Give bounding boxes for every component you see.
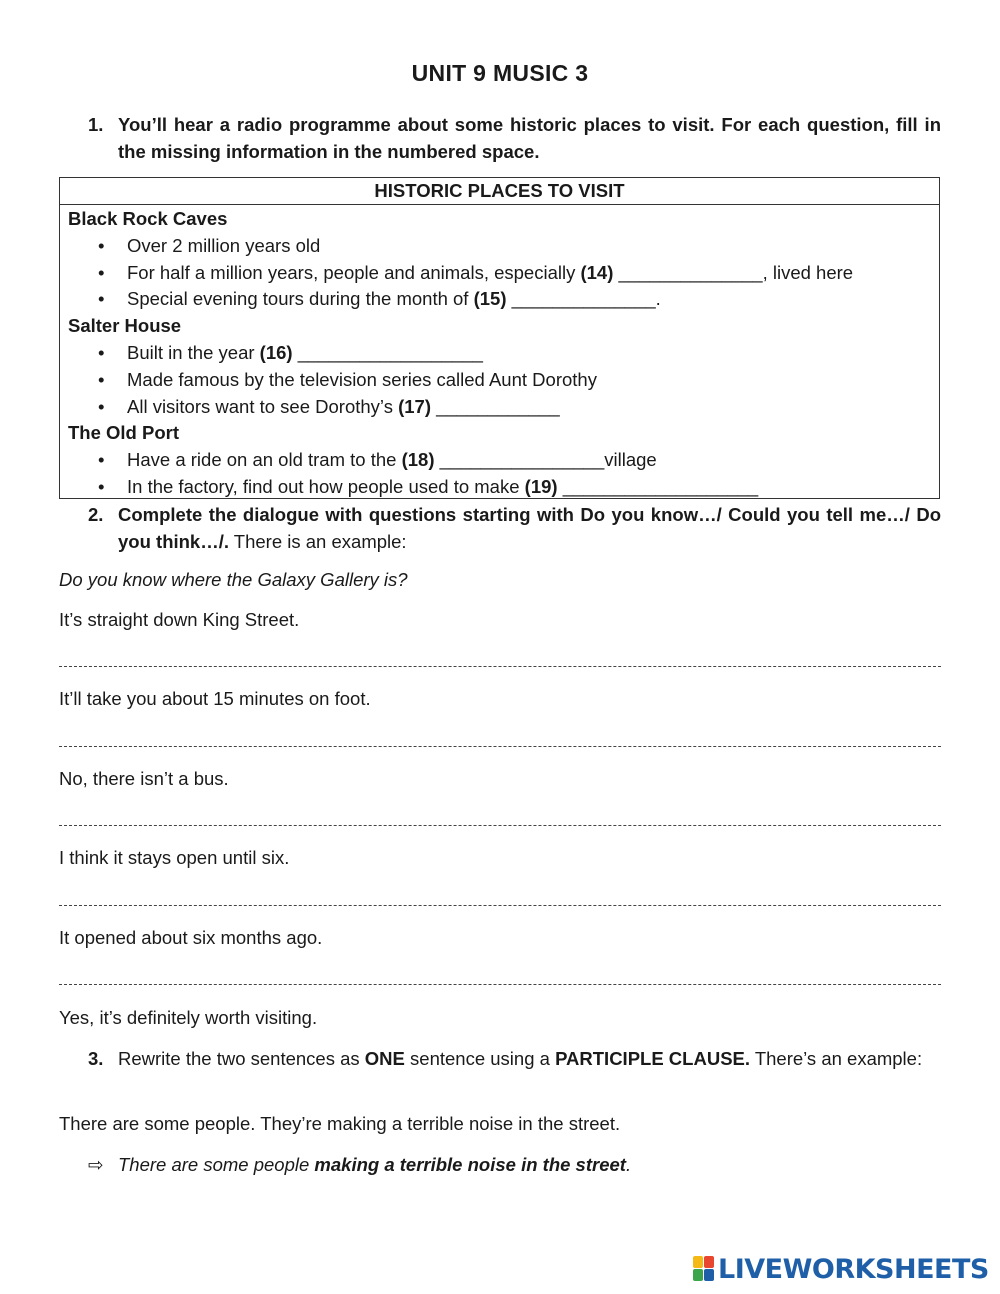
item-text: Made famous by the television series called Aunt Dorothy bbox=[127, 368, 597, 390]
q3-example-bold: making a terrible noise in the street bbox=[314, 1154, 626, 1175]
dialogue-example: Do you know where the Galaxy Gallery is? bbox=[59, 569, 408, 590]
fill-in-blank[interactable]: ________________village bbox=[434, 449, 657, 471]
dialogue-answer: It’ll take you about 15 minutes on foot. bbox=[59, 688, 371, 709]
question-number-label: (18) bbox=[401, 449, 435, 471]
question-number-label: (15) bbox=[473, 288, 507, 310]
bullet-icon: • bbox=[98, 395, 105, 417]
bullet-icon: • bbox=[98, 234, 105, 256]
answer-blank-line[interactable] bbox=[59, 984, 941, 985]
bullet-icon: • bbox=[98, 475, 105, 497]
list-item bbox=[68, 367, 931, 394]
item-text: Over 2 million years old bbox=[127, 234, 321, 256]
question-number-label: (16) bbox=[259, 341, 293, 363]
question-2-text bbox=[118, 501, 941, 555]
fill-in-blank[interactable]: __________________ bbox=[292, 341, 483, 363]
arrow-right-icon: ⇨ bbox=[88, 1154, 104, 1175]
item-text: All visitors want to see Dorothy’s bbox=[127, 395, 399, 417]
place-title: Salter House bbox=[68, 315, 182, 337]
answer-blank-line[interactable] bbox=[59, 825, 941, 826]
place-title: Black Rock Caves bbox=[68, 208, 228, 229]
q3-example bbox=[88, 1152, 631, 1178]
fill-in-blank[interactable]: ___________________ bbox=[557, 475, 759, 497]
place-title: The Old Port bbox=[68, 422, 179, 444]
list-item bbox=[68, 260, 931, 287]
bullet-icon: • bbox=[98, 341, 105, 363]
question-1 bbox=[88, 111, 941, 165]
answer-blank-line[interactable] bbox=[59, 666, 941, 667]
bullet-icon: • bbox=[98, 368, 105, 390]
q3-text-emphasis: PARTICIPLE CLAUSE. bbox=[555, 1048, 751, 1069]
question-number-label: (17) bbox=[398, 395, 432, 417]
question-number: 2. bbox=[88, 504, 104, 525]
question-2-instruction-rest: There is an example: bbox=[229, 531, 407, 552]
item-text: Have a ride on an old tram to the bbox=[127, 449, 402, 471]
item-text: For half a million years, people and animals, especially bbox=[127, 261, 581, 283]
page-title: UNIT 9 MUSIC 3 bbox=[411, 60, 589, 86]
bullet-icon: • bbox=[98, 449, 105, 471]
table-header: HISTORIC PLACES TO VISIT bbox=[60, 178, 939, 205]
question-2 bbox=[88, 501, 941, 555]
table-body bbox=[60, 205, 939, 501]
list-item bbox=[68, 474, 931, 501]
q3-text-part: Rewrite the two sentences as bbox=[118, 1048, 365, 1069]
question-number-label: (19) bbox=[524, 475, 558, 497]
list-item bbox=[68, 233, 931, 260]
list-item bbox=[68, 447, 931, 474]
question-number-label: (14) bbox=[580, 261, 614, 283]
liveworksheets-logo-text: LIVEWORKSHEETS bbox=[718, 1253, 989, 1285]
historic-places-table bbox=[59, 177, 940, 499]
dialogue-answer: No, there isn’t a bus. bbox=[59, 768, 229, 789]
q3-example-start: There are some people bbox=[118, 1154, 315, 1175]
bullet-icon: • bbox=[98, 288, 105, 310]
dialogue-answer: Yes, it’s definitely worth visiting. bbox=[59, 1007, 318, 1028]
q3-text-emphasis: ONE bbox=[364, 1048, 405, 1069]
question-2-instruction: Complete the dialogue with questions starting with Do you know…/ Could you tell me…/ Do you think…/. bbox=[118, 504, 941, 552]
item-text: Built in the year bbox=[127, 341, 260, 363]
liveworksheets-logo bbox=[693, 1254, 989, 1284]
list-item bbox=[68, 286, 931, 313]
q3-example-end: . bbox=[625, 1154, 632, 1175]
fill-in-blank[interactable]: ____________ bbox=[431, 395, 560, 417]
question-3 bbox=[88, 1045, 941, 1072]
answer-blank-line[interactable] bbox=[59, 905, 941, 906]
q3-text-part: sentence using a bbox=[404, 1048, 556, 1069]
dialogue-answer: I think it stays open until six. bbox=[59, 847, 290, 868]
dialogue-answer: It opened about six months ago. bbox=[59, 927, 323, 948]
question-number: 1. bbox=[88, 114, 104, 135]
item-text: In the factory, find out how people used to make bbox=[127, 475, 525, 497]
dialogue-answer: It’s straight down King Street. bbox=[59, 609, 300, 630]
list-item bbox=[68, 340, 931, 367]
list-item bbox=[68, 394, 931, 421]
fill-in-blank[interactable]: ______________. bbox=[506, 288, 661, 310]
q3-sentence: There are some people. They’re making a terrible noise in the street. bbox=[59, 1113, 621, 1134]
item-text: Special evening tours during the month of bbox=[127, 288, 474, 310]
question-1-text: You’ll hear a radio programme about some historic places to visit. For each question, fill in the missing information in the numbered space. bbox=[118, 114, 941, 162]
question-3-text bbox=[118, 1045, 941, 1072]
answer-blank-line[interactable] bbox=[59, 746, 941, 747]
fill-in-blank[interactable]: ______________, lived here bbox=[613, 261, 854, 283]
bullet-icon: • bbox=[98, 261, 105, 283]
q3-text-part: There’s an example: bbox=[750, 1048, 923, 1069]
liveworksheets-logo-icon bbox=[693, 1256, 715, 1282]
question-number: 3. bbox=[88, 1048, 104, 1069]
